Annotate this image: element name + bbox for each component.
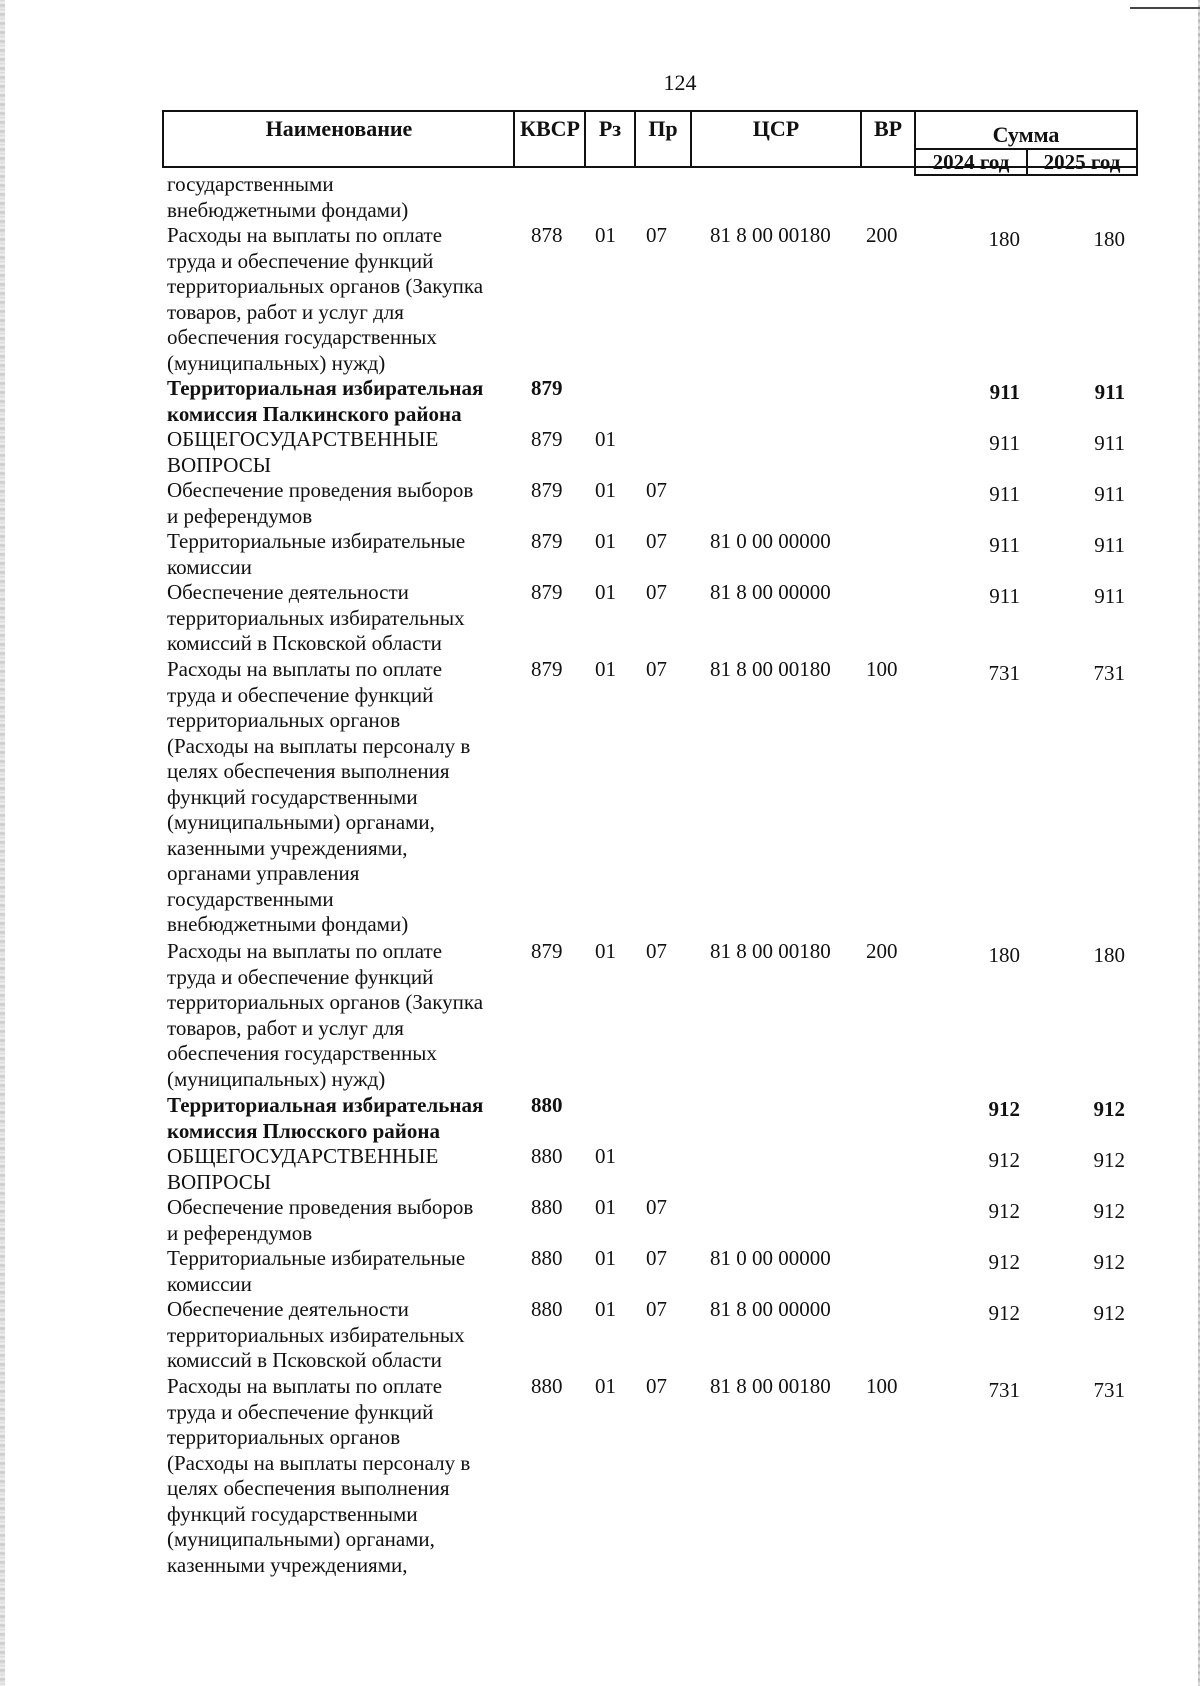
- row-rz: 01: [595, 427, 616, 451]
- row-kvsr: 879: [531, 580, 563, 604]
- row-rz: 01: [595, 939, 616, 963]
- row-name: Территориальные избирательные комиссии: [167, 529, 466, 579]
- row-kvsr: 879: [531, 529, 563, 553]
- row-name: Обеспечение проведения выборов и референдумов: [167, 1195, 474, 1245]
- row-csr: 81 8 00 00000: [710, 580, 831, 604]
- row-kvsr: 880: [531, 1297, 563, 1321]
- row-kvsr: 880: [531, 1195, 563, 1219]
- header-year-2025: 2025 год: [1043, 150, 1121, 174]
- row-sum-2024: 911: [989, 482, 1020, 506]
- row-vr: 100: [866, 1374, 898, 1398]
- row-sum-2024: 912: [988, 1097, 1020, 1121]
- row-sum-2024: 180: [988, 227, 1020, 251]
- row-sum-2024: 912: [988, 1199, 1020, 1223]
- row-csr: 81 0 00 00000: [710, 1246, 831, 1270]
- row-name: ОБЩЕГОСУДАРСТВЕННЫЕ ВОПРОСЫ: [167, 1144, 439, 1194]
- row-rz: 01: [595, 529, 616, 553]
- row-sum-2025: 912: [1093, 1199, 1125, 1223]
- row-kvsr: 880: [531, 1144, 563, 1168]
- header-kvsr: КВСР: [520, 116, 580, 141]
- row-rz: 01: [595, 223, 616, 247]
- row-csr: 81 8 00 00000: [710, 1297, 831, 1321]
- row-name: Обеспечение деятельности территориальных избирательных комиссий в Псковской области: [167, 580, 465, 655]
- row-rz: 01: [595, 1195, 616, 1219]
- page-number: 124: [663, 70, 697, 95]
- row-rz: 01: [595, 1144, 616, 1168]
- row-name: Территориальная избирательная комиссия Плюсского района: [167, 1093, 484, 1143]
- row-sum-2025: 911: [1094, 431, 1125, 455]
- row-kvsr: 879: [531, 427, 563, 451]
- row-name: Обеспечение деятельности территориальных избирательных комиссий в Псковской области: [167, 1297, 465, 1372]
- row-sum-2024: 912: [988, 1250, 1020, 1274]
- row-sum-2025: 911: [1094, 533, 1125, 557]
- row-sum-2025: 911: [1094, 584, 1125, 608]
- row-sum-2024: 911: [989, 431, 1020, 455]
- row-rz: 01: [595, 657, 616, 681]
- row-pr: 07: [646, 657, 667, 681]
- row-vr: 200: [866, 223, 898, 247]
- row-sum-2024: 911: [989, 533, 1020, 557]
- header-right-border: [1136, 110, 1138, 176]
- row-pr: 07: [646, 580, 667, 604]
- row-name: Обеспечение проведения выборов и референдумов: [167, 478, 474, 528]
- row-kvsr: 879: [531, 478, 563, 502]
- row-kvsr: 880: [531, 1374, 563, 1398]
- row-rz: 01: [595, 1246, 616, 1270]
- row-vr: 200: [866, 939, 898, 963]
- header-sum: Сумма: [992, 122, 1060, 147]
- row-sum-2025: 912: [1093, 1148, 1125, 1172]
- header-year-2024: 2024 год: [932, 150, 1010, 174]
- row-sum-2024: 731: [988, 1378, 1020, 1402]
- row-csr: 81 8 00 00180: [710, 1374, 831, 1398]
- row-kvsr: 879: [531, 939, 563, 963]
- row-sum-2025: 731: [1093, 1378, 1125, 1402]
- row-kvsr: 880: [531, 1246, 563, 1270]
- row-sum-2024: 912: [988, 1148, 1020, 1172]
- row-pr: 07: [646, 529, 667, 553]
- row-csr: 81 8 00 00180: [710, 223, 831, 247]
- row-sum-2025: 180: [1093, 943, 1125, 967]
- row-name: ОБЩЕГОСУДАРСТВЕННЫЕ ВОПРОСЫ: [167, 427, 439, 477]
- row-pr: 07: [646, 1195, 667, 1219]
- row-kvsr: 878: [531, 223, 563, 247]
- row-name: Расходы на выплаты по оплате труда и обеспечение функций территориальных органов (Расходы на выплаты персоналу в целях обеспечения выполнения функций государственными (муниципальными) органами, казенными учреждениями,: [167, 1374, 471, 1577]
- row-sum-2025: 912: [1093, 1301, 1125, 1325]
- row-rz: 01: [595, 1297, 616, 1321]
- row-rz: 01: [595, 478, 616, 502]
- row-name: Расходы на выплаты по оплате труда и обеспечение функций территориальных органов (Закупка товаров, работ и услуг для обеспечения государственных (муниципальных) нужд): [167, 223, 484, 375]
- row-csr: 81 8 00 00180: [710, 939, 831, 963]
- row-name: государственными внебюджетными фондами): [167, 172, 409, 222]
- row-kvsr: 879: [531, 376, 563, 400]
- scan-edge-left: [0, 0, 5, 1686]
- row-name: Территориальная избирательная комиссия Палкинского района: [167, 376, 484, 426]
- scan-top-mark: [1130, 7, 1200, 9]
- row-csr: 81 8 00 00180: [710, 657, 831, 681]
- row-sum-2025: 911: [1094, 482, 1125, 506]
- row-sum-2024: 911: [989, 380, 1020, 404]
- row-pr: 07: [646, 478, 667, 502]
- row-pr: 07: [646, 939, 667, 963]
- header-name: Наименование: [265, 116, 413, 141]
- row-sum-2024: 911: [989, 584, 1020, 608]
- header-csr: ЦСР: [752, 116, 800, 141]
- row-sum-2025: 180: [1093, 227, 1125, 251]
- row-rz: 01: [595, 580, 616, 604]
- row-sum-2024: 912: [988, 1301, 1020, 1325]
- header-top-border: [162, 110, 1138, 112]
- row-sum-2025: 912: [1093, 1250, 1125, 1274]
- row-name: Расходы на выплаты по оплате труда и обеспечение функций территориальных органов (Расходы на выплаты персоналу в целях обеспечения выполнения функций государственными (муниципальными) органами, казенными учреждениями, органами управления государственными внебюджетными фондами): [167, 657, 471, 936]
- row-csr: 81 0 00 00000: [710, 529, 831, 553]
- row-kvsr: 880: [531, 1093, 563, 1117]
- row-pr: 07: [646, 1297, 667, 1321]
- row-name: Расходы на выплаты по оплате труда и обеспечение функций территориальных органов (Закупка товаров, работ и услуг для обеспечения государственных (муниципальных) нужд): [167, 939, 484, 1091]
- row-sum-2024: 180: [988, 943, 1020, 967]
- row-vr: 100: [866, 657, 898, 681]
- row-sum-2025: 912: [1093, 1097, 1125, 1121]
- row-sum-2025: 911: [1094, 380, 1125, 404]
- row-name: Территориальные избирательные комиссии: [167, 1246, 466, 1296]
- table-header: [162, 110, 1138, 176]
- row-pr: 07: [646, 1374, 667, 1398]
- header-vr: ВР: [873, 116, 903, 141]
- row-sum-2024: 731: [988, 661, 1020, 685]
- header-rz: Рз: [598, 116, 622, 141]
- header-name-bottom-border: [162, 166, 514, 168]
- row-kvsr: 879: [531, 657, 563, 681]
- row-rz: 01: [595, 1374, 616, 1398]
- header-pr: Пр: [648, 116, 678, 141]
- row-pr: 07: [646, 1246, 667, 1270]
- row-pr: 07: [646, 223, 667, 247]
- row-sum-2025: 731: [1093, 661, 1125, 685]
